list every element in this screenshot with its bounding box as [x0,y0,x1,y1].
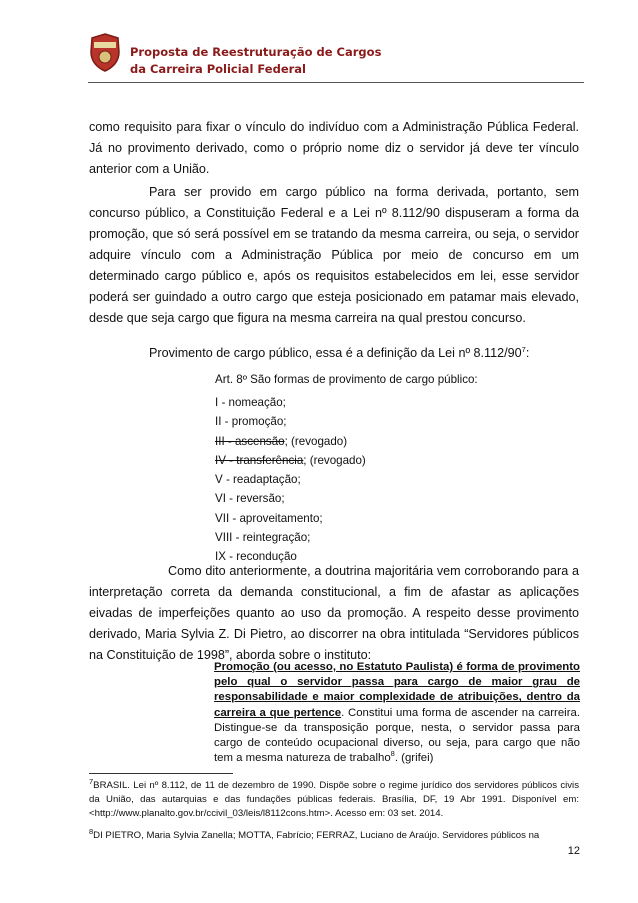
article-item-revoked-text: IV - transferência [215,453,304,467]
block-quote-emphasis: Promoção (ou acesso, no Estatuto Paulista) é forma de provimento pelo qual o servidor passa para cargo de maior grau de responsabilidade e maior complexidade de atribuições, dentro da carreira a que pertence [214,661,580,719]
article-item: V - readaptação; [215,473,301,487]
footnote-7-number: 7 [89,776,94,786]
article-item-suffix: ; (revogado) [284,434,348,448]
document-header-title [130,44,381,78]
federal-police-badge-logo [88,32,122,72]
article-title: Art. 8º São formas de provimento de cargo público: [215,373,478,386]
paragraph-4: Como dito anteriormente, a doutrina majoritária vem corroborando para a interpretação correta da demanda constitucional, a fim de afastar as aplicações eivadas de imperfeições quanto ao uso da promoção. A respeito desse provimento derivado, Maria Sylvia Z. Di Pietro, ao discorrer na obra intitulada “Servidores públicos na Constituição de 1998”, aborda sobre o instituto: [89,564,579,662]
block-quote [214,660,580,766]
footnote-divider [89,773,233,774]
page-number: 12 [567,845,580,857]
paragraph-3-end: : [525,346,530,360]
paragraph-3-text: Provimento de cargo público, essa é a definição da Lei nº 8.112/90 [149,346,522,360]
header-divider [88,82,584,83]
article-item: IX - recondução [215,550,297,564]
footnote-7-text: BRASIL. Lei nº 8.112, de 11 de dezembro de 1990. Dispõe sobre o regime jurídico dos servidores públicos civis da União, das autarquias e das fundações públicas federais. Brasília, DF, 19 Abr 1991. Disponível em: <http://www.planalto.gov.br/ccivil_03/leis/l8112cons.htm>. Acesso em: 03 set. 2014. [89,780,579,819]
article-item [215,451,580,470]
article-item: VIII - reintegração; [215,531,311,545]
block-quote-end: . (grifei) [394,752,434,765]
footnote-ref-8: 8 [390,749,395,759]
header-title-line1: Proposta de Reestruturação de Cargos [130,45,382,59]
paragraph-2: Para ser provido em cargo público na forma derivada, portanto, sem concurso público, a Constituição Federal e a Lei nº 8.112/90 dispuseram a forma da promoção, que só será possível em se tratando da mesma carreira, ou seja, o servidor adquire vínculo com a Administração Pública por meio de concurso em um determinado cargo público e, após os requisitos estabelecidos em lei, esse servidor poderá ser guindado a outro cargo que esteja posicionado em patamar mais elevado, desde que seja cargo que figura na mesma carreira na qual prestou concurso. [89,185,579,325]
article-item: VI - reversão; [215,492,285,506]
block-quote-text: . Constitui uma forma de ascender na carreira. Distingue-se da transposição porque, nesta, o servidor passa para cargo de conteúdo ocupacional diverso, ou seja, para cargo que não tem a mesma natureza de trabalho [214,706,580,765]
article-item: I - nomeação; [215,396,286,409]
article-item [215,432,580,451]
footnote-8-text: DI PIETRO, Maria Sylvia Zanella; MOTTA, Fabrício; FERRAZ, Luciano de Araújo. Servidores públicos na [93,830,540,841]
article-item: II - promoção; [215,415,287,429]
footnote-8-number: 8 [89,826,94,836]
paragraph-1: como requisito para fixar o vínculo do indivíduo com a Administração Pública Federal. Já no provimento derivado, como o próprio nome diz o servidor já deve ter vínculo anterior com a União. [89,120,579,176]
footnote-8 [89,826,579,843]
footnote-7 [89,776,579,821]
paragraph-3 [149,343,579,364]
article-item-revoked-text: III - ascensão [215,434,285,448]
article-item: VII - aproveitamento; [215,511,323,525]
article-item-list [215,393,580,567]
article-item-suffix: ; (revogado) [303,453,366,467]
header-title-line2: da Carreira Policial Federal [130,62,306,76]
footnote-ref-7: 7 [521,344,526,354]
